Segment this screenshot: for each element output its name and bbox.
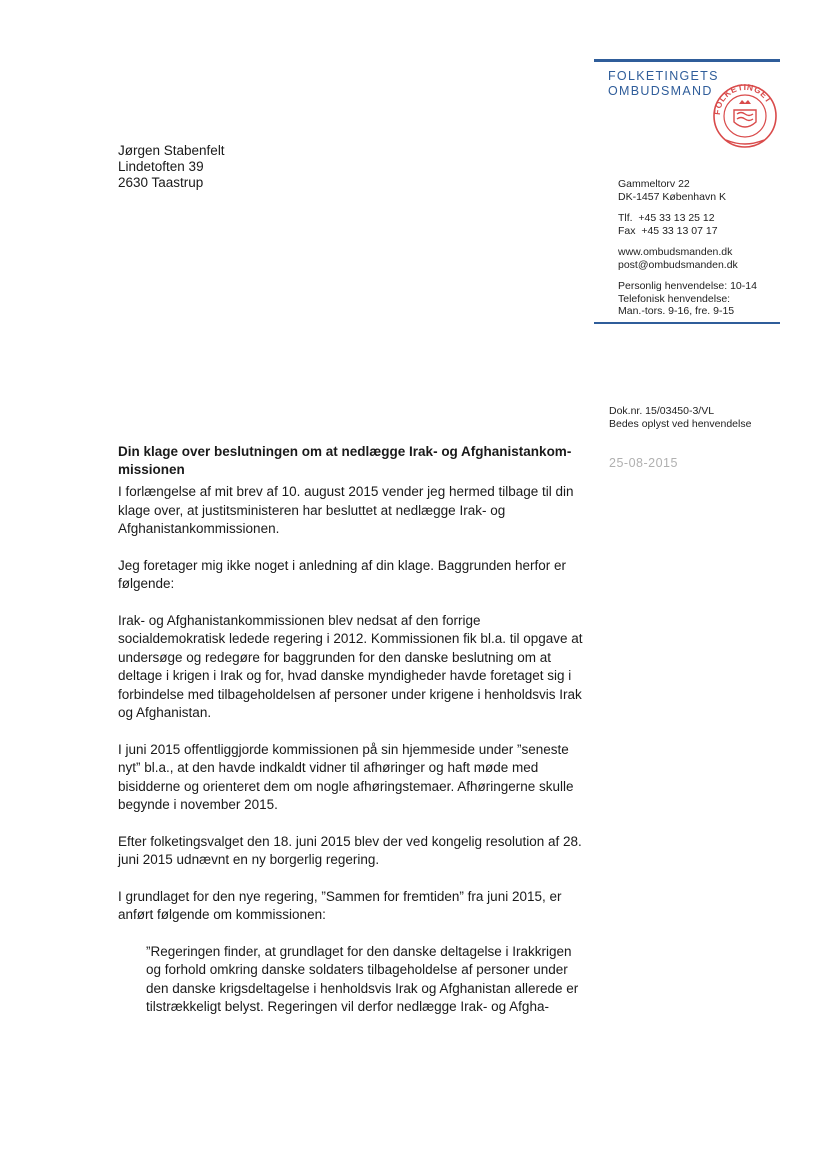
recipient-name: Jørgen Stabenfelt — [118, 143, 225, 158]
contact-address-line1: Gammeltorv 22 — [618, 178, 690, 190]
recipient-city: 2630 Taastrup — [118, 175, 204, 190]
org-name-line1: FOLKETINGETS — [608, 69, 719, 83]
contact-hours-personal: Personlig henvendelse: 10-14 — [618, 280, 757, 292]
contact-email: post@ombudsmanden.dk — [618, 258, 738, 271]
document-reference — [609, 405, 751, 430]
contact-address-line2: DK-1457 København K — [618, 190, 726, 203]
recipient-address — [118, 143, 225, 191]
contact-fax: Fax +45 33 13 07 17 — [618, 224, 718, 237]
contact-website: www.ombudsmanden.dk — [618, 246, 733, 258]
seal-text: FOLKETINGET — [711, 81, 775, 116]
header-rule-top — [594, 59, 780, 62]
contact-hours-phone: Man.-tors. 9-16, fre. 9-15 — [618, 305, 735, 317]
contact-info — [618, 178, 757, 327]
letter-subject: Din klage over beslutningen om at nedlægge Irak- og Afghanistankom-missionen — [118, 444, 572, 477]
body-paragraph: I juni 2015 offentliggjorde kommissionen på sin hjemmeside under ”seneste nyt” bl.a., at den havde indkaldt vidner til afhøringer og haft møde med bisidderne og orienteret dem om nogle afhøringstemaer. Afhøringerne skulle begynde i november 2015. — [118, 741, 574, 812]
body-paragraph: Jeg foretager mig ikke noget i anledning af din klage. Baggrunden herfor er følgende: — [118, 557, 567, 591]
folketinget-seal-icon — [710, 80, 780, 150]
document-reference-note: Bedes oplyst ved henvendelse — [609, 417, 752, 430]
contact-phone: Tlf. +45 33 13 25 12 — [618, 212, 715, 224]
contact-hours-phone-label: Telefonisk henvendelse: — [618, 292, 731, 305]
body-paragraph: I forlængelse af mit brev af 10. august 2015 vender jeg hermed tilbage til din klage over, at justitsministeren har besluttet at nedlægge Irak- og Afghanistankommissionen. — [118, 484, 574, 536]
letter-body — [118, 483, 588, 1035]
letter-date: 25-08-2015 — [609, 456, 678, 470]
recipient-street: Lindetoften 39 — [118, 159, 204, 174]
government-quote: ”Regeringen finder, at grundlaget for den danske deltagelse i Irakkrigen og forhold omkring danske soldaters tilbageholdelse af personer under den danske krigsdeltagelse i henholdsvis Irak og Afghanistan allerede er tilstrækkeligt belyst. Regeringen vil derfor nedlægge Irak- og Afgha- — [146, 943, 579, 1014]
sender-organization — [608, 69, 719, 99]
body-paragraph: Irak- og Afghanistankommissionen blev nedsat af den forrige socialdemokratisk ledede regering i 2012. Kommissionen fik bl.a. til opgave at undersøge og redegøre for baggrunden for den danske beslutning om at deltage i krigen i Irak og for, hvad danske myndigheder havde foretaget sig i forbindelse med tilbageholdelsen af personer under krigene i henholdsvis Irak og Afghanistan. — [118, 612, 583, 720]
document-number: Dok.nr. 15/03450-3/VL — [609, 405, 715, 417]
org-name-line2: OMBUDSMAND — [608, 84, 713, 98]
body-paragraph: Efter folketingsvalget den 18. juni 2015 blev der ved kongelig resolution af 28. juni 2015 udnævnt en ny borgerlig regering. — [118, 833, 582, 867]
body-paragraph: I grundlaget for den nye regering, ”Sammen for fremtiden” fra juni 2015, er anført følgende om kommissionen: — [118, 888, 562, 922]
header-rule-bottom — [594, 322, 780, 324]
